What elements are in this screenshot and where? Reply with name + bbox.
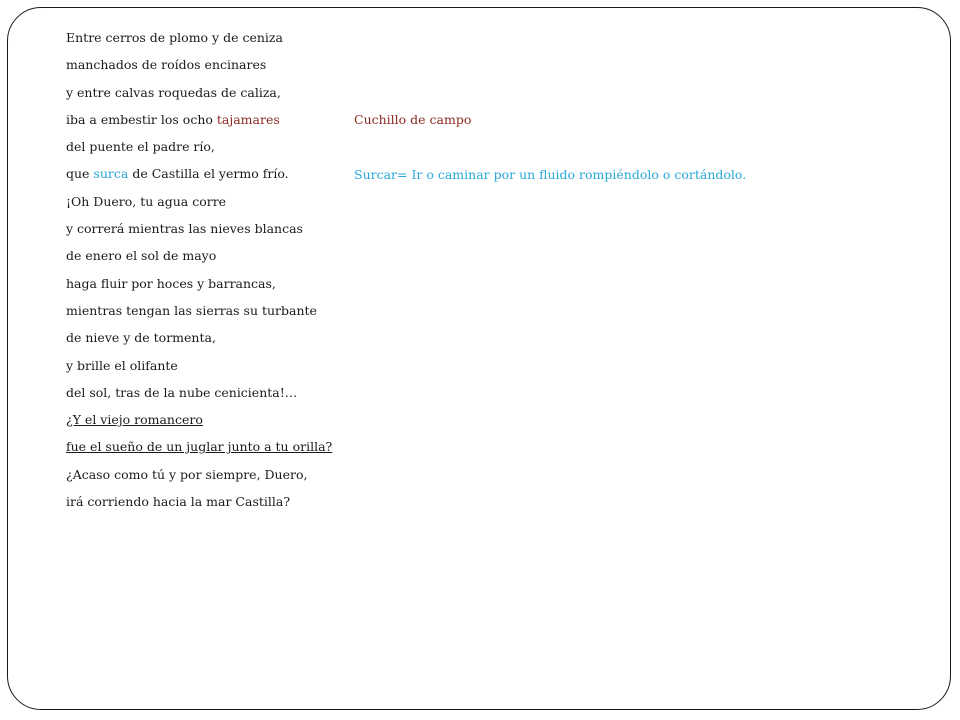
poem-line: de nieve y de tormenta, — [66, 330, 216, 346]
glossed-word-tajamares: tajamares — [216, 111, 280, 127]
poem-line: Entre cerros de plomo y de ceniza — [66, 30, 283, 45]
poem-line-text: que — [66, 166, 94, 182]
poem-line: ¡Oh Duero, tu agua corre — [66, 193, 227, 209]
poem-line: manchados de roídos encinares — [66, 57, 267, 73]
poem-line: y entre calvas roquedas de caliza, — [66, 84, 281, 100]
poem-text — [66, 24, 332, 515]
poem-line — [66, 106, 332, 133]
poem-line: del puente el padre río, — [66, 139, 215, 155]
gloss-note-surcar: Surcar= Ir o caminar por un fluido rompiéndolo o cortándolo. — [354, 167, 747, 182]
poem-line — [66, 160, 332, 187]
poem-line: y brille el olifante — [66, 357, 178, 373]
poem-line: ¿Acaso como tú y por siempre, Duero, — [66, 466, 308, 482]
glossed-word-surca: surca — [93, 166, 129, 182]
poem-line: de enero el sol de mayo — [66, 248, 217, 264]
poem-line: irá corriendo hacia la mar Castilla? — [66, 494, 291, 510]
poem-line-text: de Castilla el yermo frío. — [128, 166, 289, 182]
poem-line: y correrá mientras las nieves blancas — [66, 221, 303, 237]
poem-line: mientras tengan las sierras su turbante — [66, 302, 317, 318]
poem-line-underlined: fue el sueño de un juglar junto a tu orilla? — [66, 439, 333, 455]
poem-line-underlined: ¿Y el viejo romancero — [66, 412, 203, 428]
poem-line: haga fluir por hoces y barrancas, — [66, 275, 276, 291]
gloss-note-tajamares: Cuchillo de campo — [354, 112, 472, 127]
poem-line: del sol, tras de la nube cenicienta!… — [66, 384, 298, 400]
poem-line-text: iba a embestir los ocho — [66, 111, 217, 127]
slide-frame — [7, 7, 951, 710]
